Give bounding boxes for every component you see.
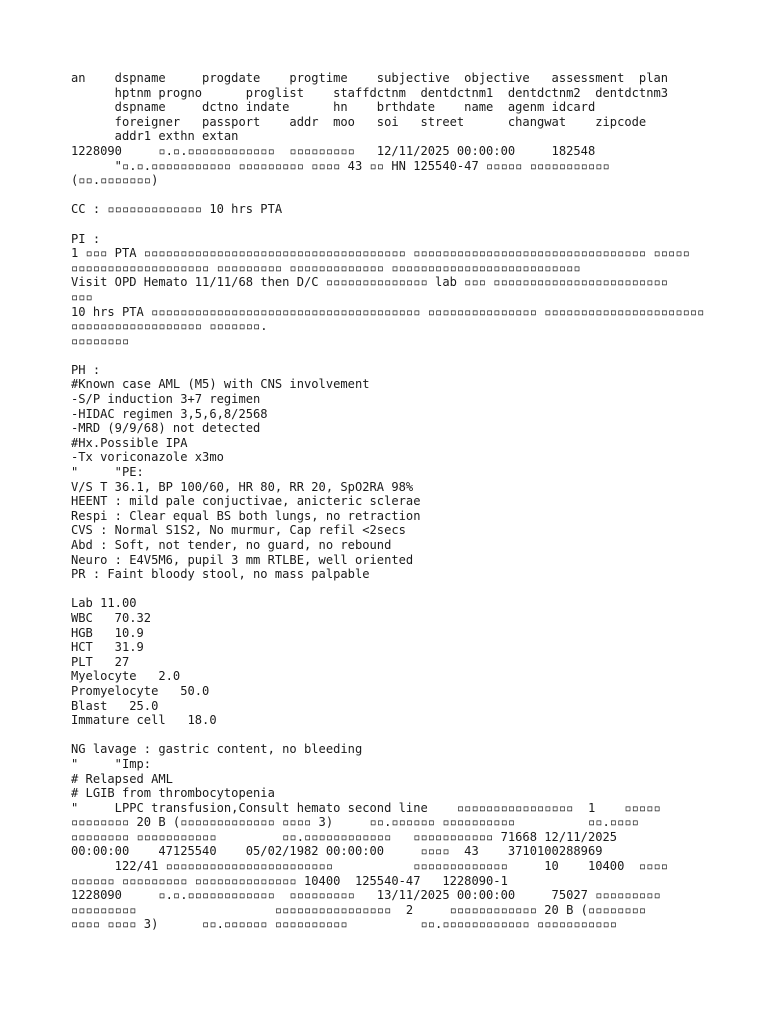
text-line: ▫▫▫▫▫▫▫▫ ▫▫▫▫▫▫▫▫▫▫▫ ▫▫.▫▫▫▫▫▫▫▫▫▫▫▫ ▫▫▫▫▫▫▫▫▫▫▫ 71668 12/11/2025	[71, 829, 618, 844]
text-line	[71, 217, 711, 232]
text-line: "▫.▫.▫▫▫▫▫▫▫▫▫▫▫ ▫▫▫▫▫▫▫▫▫ ▫▫▫▫ 43 ▫▫ HN 125540-47 ▫▫▫▫▫ ▫▫▫▫▫▫▫▫▫▫▫	[71, 158, 610, 173]
text-line: PH :	[71, 362, 101, 377]
text-line	[71, 728, 711, 743]
text-line: Promyelocyte 50.0	[71, 683, 210, 698]
text-line: Lab 11.00	[71, 596, 137, 611]
text-line: ▫▫▫▫▫▫▫▫	[71, 333, 130, 348]
text-line: 1 ▫▫▫ PTA ▫▫▫▫▫▫▫▫▫▫▫▫▫▫▫▫▫▫▫▫▫▫▫▫▫▫▫▫▫▫▫▫▫▫▫▫ ▫▫▫▫▫▫▫▫▫▫▫▫▫▫▫▫▫▫▫▫▫▫▫▫▫▫▫▫▫▫▫▫ ▫▫▫▫▫	[71, 246, 690, 261]
text-line: PLT 27	[71, 654, 130, 669]
text-line: Respi : Clear equal BS both lungs, no retraction	[71, 508, 421, 523]
text-line: HGB 10.9	[71, 625, 144, 640]
text-line: CVS : Normal S1S2, No murmur, Cap refil <2secs	[71, 523, 406, 538]
text-line: -S/P induction 3+7 regimen	[71, 392, 261, 407]
text-line: -MRD (9/9/68) not detected	[71, 421, 261, 436]
text-line	[71, 348, 711, 363]
text-line: Abd : Soft, not tender, no guard, no rebound	[71, 538, 392, 552]
text-line: ▫▫▫▫ ▫▫▫▫ 3) ▫▫.▫▫▫▫▫▫ ▫▫▫▫▫▫▫▫▫▫ ▫▫.▫▫▫▫▫▫▫▫▫▫▫▫ ▫▫▫▫▫▫▫▫▫▫▫	[71, 917, 618, 932]
text-line: CC : ▫▫▫▫▫▫▫▫▫▫▫▫▫ 10 hrs PTA	[71, 202, 283, 217]
text-line: addr1 exthn extan	[71, 129, 239, 144]
text-line: HEENT : mild pale conjuctivae, anicteric sclerae	[71, 494, 421, 509]
text-line: 00:00:00 47125540 05/02/1982 00:00:00 ▫▫▫▫ 43 3710100288969	[71, 844, 603, 859]
text-line: ▫▫▫▫▫▫▫▫▫▫▫▫▫▫▫▫▫▫ ▫▫▫▫▫▫▫.	[71, 319, 268, 334]
text-line: # LGIB from thrombocytopenia	[71, 786, 275, 801]
text-line: WBC 70.32	[71, 610, 152, 625]
text-line: dspname dctno indate hn brthdate name agenm idcard	[71, 100, 596, 115]
text-line: " "Imp:	[71, 756, 152, 771]
text-line: Visit OPD Hemato 11/11/68 then D/C ▫▫▫▫▫▫▫▫▫▫▫▫▫▫ lab ▫▫▫ ▫▫▫▫▫▫▫▫▫▫▫▫▫▫▫▫▫▫▫▫▫▫▫▫	[71, 275, 669, 290]
text-line: HCT 31.9	[71, 640, 144, 655]
text-line: foreigner passport addr moo soi street changwat zipcode	[71, 114, 647, 129]
text-line: ▫▫▫▫▫▫▫▫ 20 B (▫▫▫▫▫▫▫▫▫▫▫▫▫ ▫▫▫▫ 3) ▫▫.▫▫▫▫▫▫ ▫▫▫▫▫▫▫▫▫▫ ▫▫.▫▫▫▫	[71, 815, 639, 830]
text-line: ▫▫▫▫▫▫▫▫▫▫▫▫▫▫▫▫▫▫▫ ▫▫▫▫▫▫▫▫▫ ▫▫▫▫▫▫▫▫▫▫▫▫▫ ▫▫▫▫▫▫▫▫▫▫▫▫▫▫▫▫▫▫▫▫▫▫▫▫▫▫	[71, 260, 581, 275]
text-line: 122/41 ▫▫▫▫▫▫▫▫▫▫▫▫▫▫▫▫▫▫▫▫▫▫▫ ▫▫▫▫▫▫▫▫▫▫▫▫▫ 10 10400 ▫▫▫▫	[71, 859, 669, 874]
text-line: Immature cell 18.0	[71, 713, 217, 728]
text-line: 1228090 ▫.▫.▫▫▫▫▫▫▫▫▫▫▫▫ ▫▫▫▫▫▫▫▫▫ 13/11/2025 00:00:00 75027 ▫▫▫▫▫▫▫▫▫	[71, 888, 661, 903]
text-line: ▫▫▫	[71, 289, 93, 304]
text-line: " "PE:	[71, 465, 144, 480]
document-body	[71, 71, 711, 932]
text-line: (▫▫.▫▫▫▫▫▫▫)	[71, 173, 159, 188]
text-line: ▫▫▫▫▫▫▫▫▫ ▫▫▫▫▫▫▫▫▫▫▫▫▫▫▫▫ 2 ▫▫▫▫▫▫▫▫▫▫▫▫ 20 B (▫▫▫▫▫▫▫▫	[71, 902, 647, 917]
text-line: PR : Faint bloody stool, no mass palpable	[71, 567, 370, 582]
text-line: Neuro : E4V5M6, pupil 3 mm RTLBE, well oriented	[71, 552, 414, 567]
text-line: PI :	[71, 231, 101, 246]
text-line: -HIDAC regimen 3,5,6,8/2568	[71, 406, 268, 421]
text-line: #Hx.Possible IPA	[71, 435, 188, 450]
text-line: ▫▫▫▫▫▫ ▫▫▫▫▫▫▫▫▫ ▫▫▫▫▫▫▫▫▫▫▫▫▫▫ 10400 125540-47 1228090-1	[71, 873, 508, 888]
text-line: # Relapsed AML	[71, 771, 173, 786]
text-line	[71, 582, 711, 597]
text-line: -Tx voriconazole x3mo	[71, 450, 224, 465]
text-line: 1228090 ▫.▫.▫▫▫▫▫▫▫▫▫▫▫▫ ▫▫▫▫▫▫▫▫▫ 12/11/2025 00:00:00 182548	[71, 143, 596, 158]
text-line	[71, 188, 711, 203]
text-line: V/S T 36.1, BP 100/60, HR 80, RR 20, SpO2RA 98%	[71, 479, 414, 494]
text-line: " LPPC transfusion,Consult hemato second line ▫▫▫▫▫▫▫▫▫▫▫▫▫▫▫▫ 1 ▫▫▫▫▫	[71, 800, 661, 815]
text-line: NG lavage : gastric content, no bleeding	[71, 742, 363, 757]
text-line: an dspname progdate progtime subjective objective assessment plan	[71, 71, 669, 85]
text-line: Myelocyte 2.0	[71, 669, 181, 684]
text-line: Blast 25.0	[71, 698, 159, 713]
text-line: #Known case AML (M5) with CNS involvement	[71, 377, 370, 392]
text-line: hptnm progno proglist staffdctnm dentdctnm1 dentdctnm2 dentdctnm3	[71, 85, 669, 100]
text-line: 10 hrs PTA ▫▫▫▫▫▫▫▫▫▫▫▫▫▫▫▫▫▫▫▫▫▫▫▫▫▫▫▫▫▫▫▫▫▫▫▫▫ ▫▫▫▫▫▫▫▫▫▫▫▫▫▫▫ ▫▫▫▫▫▫▫▫▫▫▫▫▫▫▫▫▫▫▫▫▫▫	[71, 304, 705, 319]
